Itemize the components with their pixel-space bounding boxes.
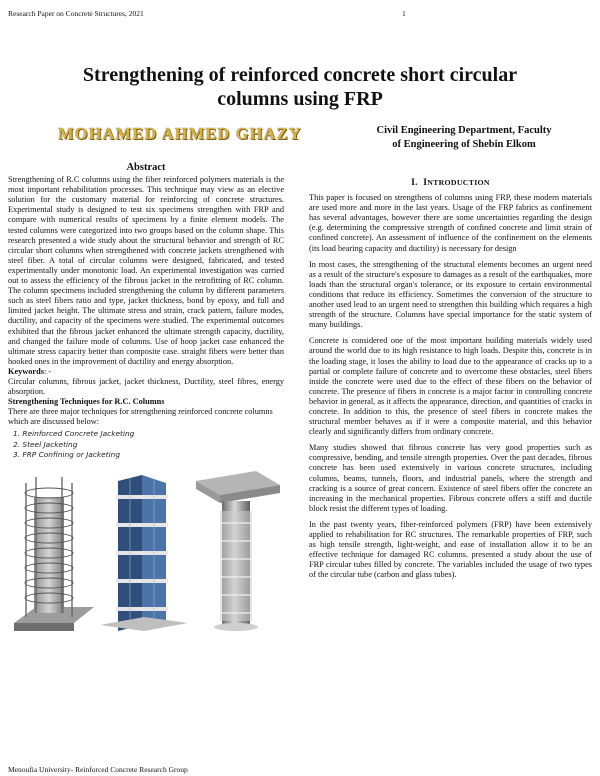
introduction-first-letter: I [423, 178, 428, 188]
rc-jacket-figure [14, 473, 94, 631]
keywords-label: Keywords [8, 366, 44, 376]
abstract-text: Strengthening of R.C columns using the fiber reinforced polymers materials is the most important rehabilitation processes. This technique may view as an elective solution for the customary material for reinforcing of concrete structures. Experimental study is designed to test six specimens strengthen with FRP and compare with numerical results of specimens by a finite element models. The tested columns were categorized into two groups based on the column shape. This research presented a wide study about the structural behavior and strength of RC circular short columns when strengthened with concrete jackets strengthened with steel fiber. A total of circular columns were designed, fabricated, and tested experimentally under monotonic load. An experimental investigation was carried out to assess the efficiency of the fibrous jacket in the retrofitting of RC column. The column specimens included strengthening the column by different parameters such as steel fibers ratio and type, jacket thickness, bond by epoxy, and full and limited jacket height. The ultimate stress and strain, crack pattern, failure modes, ductility, and capacity of the specimens were studied. The experimental outcomes exhibited that the fibrous jacket enhanced the ultimate strength capacity, ductility, and changed the failure mode of columns. Use of hoop jacket case enhanced the ultimate stress capacity better than composite case. straight fibers were better than hooked ones in the improvement of ductility and energy absorption. [8, 175, 284, 366]
intro-paragraph-4: Many studies showed that fibrous concrete has very good properties such as compressive, bending, and tensile strength properties. Over the past decades, fibrous concrete has been used extensively in various concrete structures, including columns, beams, tunnels, floors, and industrial panels, where the strength and cracking is a source of great concern. Existence of steel fibers offer the concrete an increasing in the mechanical properties. Fibrous concrete offers a stiff and ductile block resist the different types of loading. [309, 443, 592, 513]
affiliation-line-2: of Engineering of Shebin Elkom [392, 139, 536, 150]
intro-paragraph-2: In most cases, the strengthening of the structural elements becomes an urgent need as a result of the structure's exposure to damages as a result of the earthquakes, more loads than the structural organ's tolerance, or its exposure to certain environmental conditions that reduce its efficiency. Sometimes the conversion of the structure to another used lead to an urgent need to strengthen this building which requires a high strength of the structure. Columns have special importance for the static system of many buildings. [309, 259, 592, 330]
introduction-heading [309, 178, 592, 188]
introduction-rest: NTRODUCTION [427, 178, 490, 187]
intro-paragraph-1: This paper is focused on strengthens of columns using FRP, these modern materials are used more and more in the last years. Usage of the FRP fabrics as confinement has several advantages, however there are some uncertainties regarding the design (e.g. determining the compressive strength of confined concrete and limit strain of confined concrete). An assessment of influence of the confinement on the elements (its load bearing capacity and ductility) is necessary for design [309, 193, 592, 253]
keywords-text: Circular columns, fibrous jacket, jacket thickness, Ductility, steel fibres, energy absorption. [8, 376, 284, 397]
steel-jacket-figure [100, 475, 188, 631]
frp-jacket-figure [196, 471, 280, 633]
keywords-suffix: : - [43, 366, 52, 376]
running-head: Research Paper on Concrete Structures, 2021 [8, 9, 144, 18]
technique-item-1: 1. Reinforced Concrete Jacketing [13, 429, 135, 439]
paper-title [20, 63, 580, 111]
title-line-1: Strengthening of reinforced concrete short circular [82, 64, 518, 86]
techniques-intro: There are three major techniques for strengthening reinforced concrete columns which are discussed below: [8, 407, 273, 427]
page-number: 1 [402, 9, 406, 18]
technique-figures [8, 471, 284, 636]
keywords-line [8, 367, 284, 377]
technique-item-2: 2. Steel Jacketing [13, 439, 78, 449]
intro-paragraph-3: Concrete is considered one of the most important building materials widely used around the world due to its high resistance to high loads. Despite this, concrete is in the loading stage, it loses the ability to load due to the appearance of cracks up to a partial or complete failure of concrete and to overcome these obstacles, steel fibers inside the concrete were used due to the effect of these fibers on the behavior of concrete. The presence of fibers in concrete is a major factor in controlling concrete behavior in general, as it affects the appearance, direction, and quantities of cracks in concrete. In addition to this, the presence of steel fibers in concrete makes the structural member behaves as if it were a composite material, and this behavior clearly and significantly differs from ordinary concrete. [309, 336, 592, 437]
abstract-heading: Abstract [126, 162, 166, 173]
page-footer: Menoufia University- Reinforced Concrete Research Group [8, 765, 188, 774]
introduction-numeral: I. [411, 178, 418, 188]
affiliation-line-1: Civil Engineering Department, Faculty [376, 125, 552, 136]
techniques-heading: Strengthening Techniques for R.C. Columns [8, 397, 165, 407]
technique-item-3: 3. FRP Confining or Jacketing [13, 450, 121, 460]
right-column [309, 178, 592, 586]
author-name: MOHAMED AHMED GHAZY [58, 124, 302, 143]
techniques-list [8, 429, 284, 460]
title-line-2: columns using FRP [217, 88, 383, 110]
left-column [8, 163, 284, 636]
author-affiliation [333, 124, 595, 152]
intro-paragraph-5: In the past twenty years, fiber-reinforced polymers (FRP) have been extensively applied to rehabilitation for RC structures. The remarkable properties of FRP, such as high tensile strength, light-weight, and ease of installation allow it to be an effective technique for damaged RC columns. presented a study about the use of FRP circular tubes filled by concrete. The variables included the usage of two types of the circular tube (carbon and glass tubes). [309, 519, 592, 580]
